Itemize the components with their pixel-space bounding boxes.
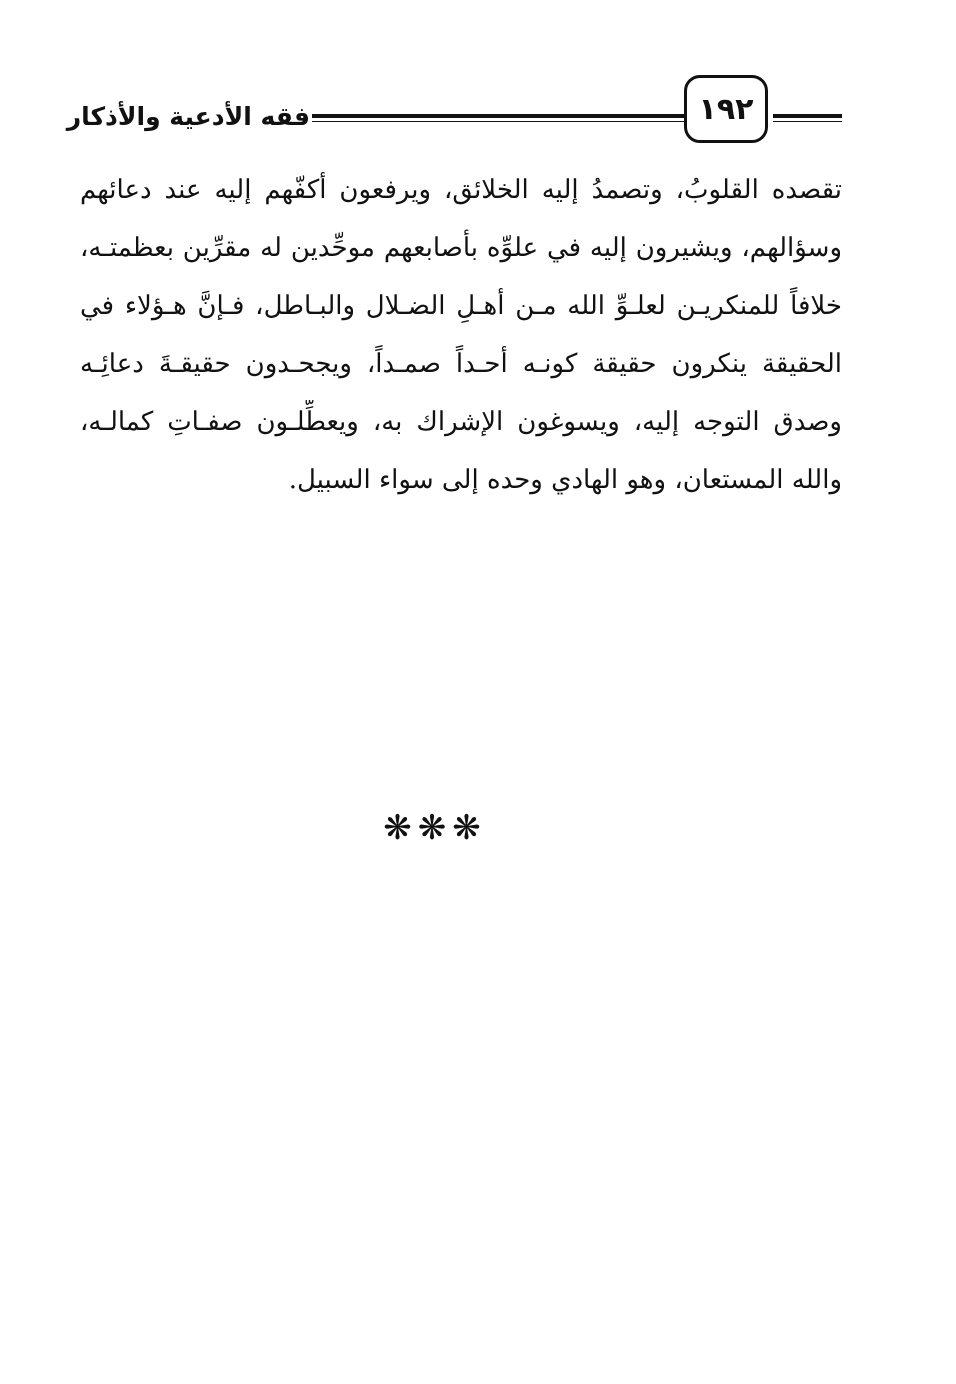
header-rule-right (773, 114, 842, 118)
text-line: خلافاً للمنكريـن لعلـوِّ الله مـن أهـلِ الضـلال والبـاطل، فـإنَّ هـؤلاء في (80, 291, 842, 321)
text-line: والله المستعان، وهو الهادي وحده إلى سواء السبيل. (288, 465, 842, 495)
text-line: تقصده القلوبُ، وتصمدُ إليه الخلائق، ويرفعون أكفّهم إليه عند دعائهم (80, 175, 842, 205)
page-header (66, 75, 842, 155)
section-separator: ❋❋❋ (383, 808, 487, 848)
text-line: وسؤالهم، ويشيرون إليه في علوِّه بأصابعهم موحِّدين له مقرِّين بعظمتـه، (80, 233, 842, 263)
running-title: فقه الأدعية والأذكار (66, 102, 310, 131)
header-rule-left (312, 114, 684, 118)
body-paragraph (80, 168, 842, 516)
text-line: الحقيقة ينكرون حقيقة كونـه أحـداً صمـداً، ويجحـدون حقيقـةَ دعائِـه (80, 349, 842, 379)
page-number: ١٩٢ (684, 75, 768, 143)
text-line: وصدق التوجه إليه، ويسوغون الإشراك به، ويعطِّلـون صفـاتِ كمالـه، (80, 407, 842, 437)
